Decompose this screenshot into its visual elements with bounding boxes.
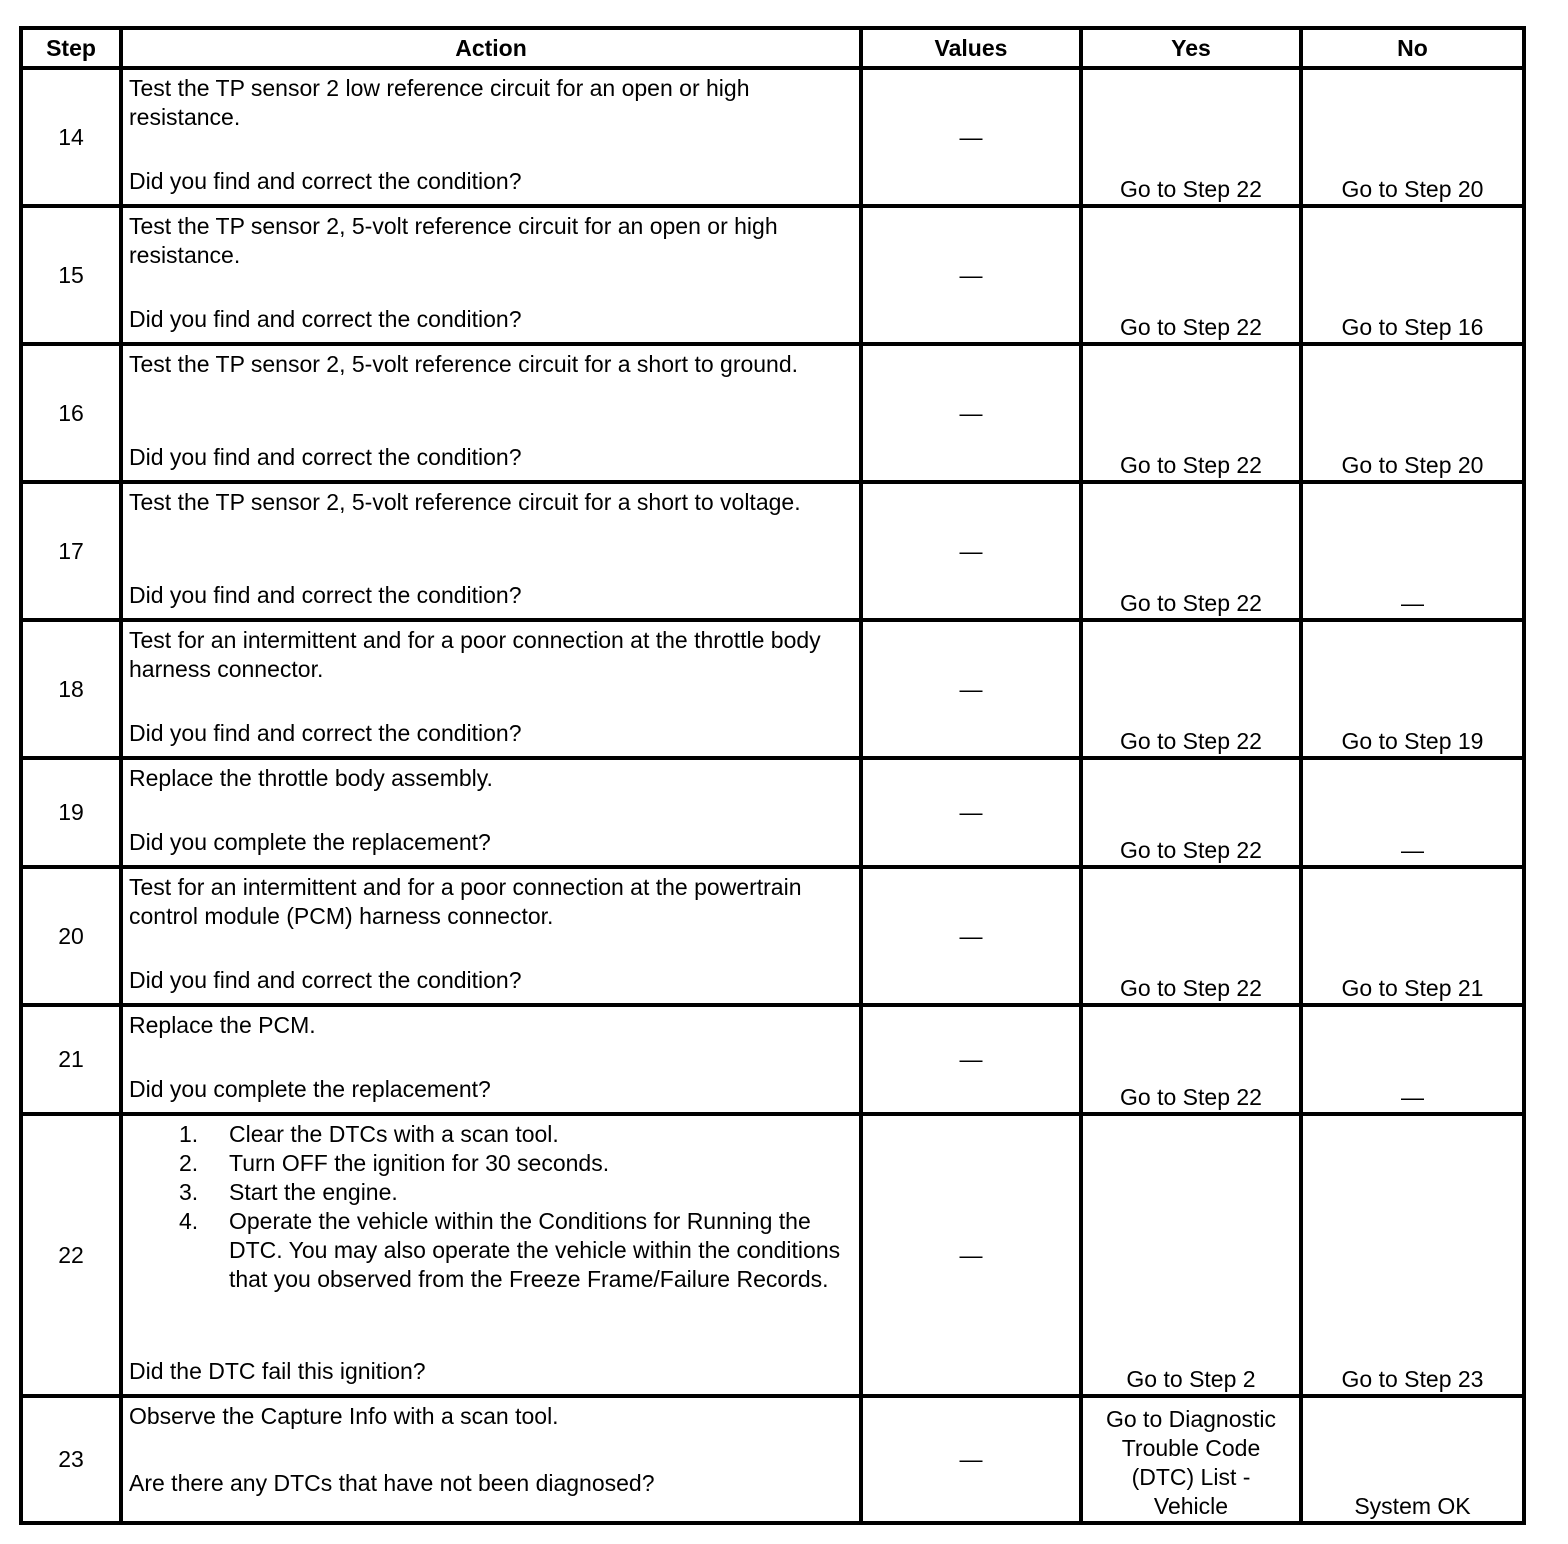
no-cell: Go to Step 20 xyxy=(1301,68,1524,206)
action-cell xyxy=(121,206,861,344)
list-item xyxy=(179,1120,853,1149)
yes-cell: Go to Step 22 xyxy=(1081,482,1301,620)
list-item xyxy=(179,1207,853,1294)
action-text: Test the TP sensor 2, 5-volt reference circuit for a short to voltage. xyxy=(129,489,801,515)
table-row xyxy=(21,344,1524,482)
header-action: Action xyxy=(121,28,861,68)
values-cell: — xyxy=(861,1005,1081,1114)
yes-cell: Go to Step 2 xyxy=(1081,1114,1301,1396)
action-question: Did you complete the replacement? xyxy=(129,1076,491,1102)
no-cell: Go to Step 19 xyxy=(1301,620,1524,758)
action-question: Did you complete the replacement? xyxy=(129,829,491,855)
values-cell: — xyxy=(861,68,1081,206)
table-row xyxy=(21,1114,1524,1396)
action-question: Did you find and correct the condition? xyxy=(129,967,522,993)
step-number: 15 xyxy=(21,206,121,344)
header-row xyxy=(21,28,1524,68)
action-text: Replace the throttle body assembly. xyxy=(129,765,493,791)
list-number: 1. xyxy=(179,1121,199,1147)
action-text: Test for an intermittent and for a poor connection at the throttle body harness connector. xyxy=(129,627,821,682)
yes-cell: Go to Step 22 xyxy=(1081,620,1301,758)
table-row xyxy=(21,867,1524,1005)
no-cell: Go to Step 20 xyxy=(1301,344,1524,482)
action-cell xyxy=(121,482,861,620)
step-number: 14 xyxy=(21,68,121,206)
action-cell xyxy=(121,1396,861,1523)
step-number: 23 xyxy=(21,1396,121,1523)
table-row xyxy=(21,758,1524,867)
step-number: 20 xyxy=(21,867,121,1005)
list-text: Start the engine. xyxy=(229,1179,398,1205)
values-cell: — xyxy=(861,1114,1081,1396)
list-text: Clear the DTCs with a scan tool. xyxy=(229,1121,559,1147)
yes-cell: Go to Diagnostic Trouble Code (DTC) List - Vehicle xyxy=(1081,1396,1301,1523)
action-cell xyxy=(121,867,861,1005)
header-yes: Yes xyxy=(1081,28,1301,68)
action-cell xyxy=(121,1005,861,1114)
header-step: Step xyxy=(21,28,121,68)
list-item xyxy=(179,1178,853,1207)
action-text: Observe the Capture Info with a scan tool. xyxy=(129,1403,559,1429)
action-cell xyxy=(121,344,861,482)
yes-cell: Go to Step 22 xyxy=(1081,206,1301,344)
table-row xyxy=(21,620,1524,758)
table-row xyxy=(21,68,1524,206)
list-number: 3. xyxy=(179,1179,199,1205)
action-cell xyxy=(121,68,861,206)
step-number: 19 xyxy=(21,758,121,867)
action-text: Replace the PCM. xyxy=(129,1012,316,1038)
list-item xyxy=(179,1149,853,1178)
action-question: Are there any DTCs that have not been diagnosed? xyxy=(129,1470,655,1496)
action-cell xyxy=(121,758,861,867)
yes-cell: Go to Step 22 xyxy=(1081,1005,1301,1114)
values-cell: — xyxy=(861,344,1081,482)
step-number: 17 xyxy=(21,482,121,620)
action-question: Did you find and correct the condition? xyxy=(129,444,522,470)
list-number: 2. xyxy=(179,1150,199,1176)
action-text: Test the TP sensor 2, 5-volt reference circuit for a short to ground. xyxy=(129,351,799,377)
action-text: Test for an intermittent and for a poor connection at the powertrain control module (PCM) harness connector. xyxy=(129,874,802,929)
yes-cell: Go to Step 22 xyxy=(1081,344,1301,482)
no-cell: Go to Step 23 xyxy=(1301,1114,1524,1396)
list-number: 4. xyxy=(179,1208,199,1234)
action-question: Did you find and correct the condition? xyxy=(129,306,522,332)
action-text: Test the TP sensor 2, 5-volt reference circuit for an open or high resistance. xyxy=(129,213,778,268)
action-cell xyxy=(121,1114,861,1396)
values-cell: — xyxy=(861,206,1081,344)
yes-cell: Go to Step 22 xyxy=(1081,758,1301,867)
no-cell: System OK xyxy=(1301,1396,1524,1523)
list-text: Operate the vehicle within the Conditions for Running the DTC. You may also operate the vehicle within the conditions that you observed from the Freeze Frame/Failure Records. xyxy=(229,1208,841,1292)
values-cell: — xyxy=(861,758,1081,867)
no-cell: — xyxy=(1301,1005,1524,1114)
step-number: 21 xyxy=(21,1005,121,1114)
action-question: Did you find and correct the condition? xyxy=(129,168,522,194)
action-question: Did you find and correct the condition? xyxy=(129,720,522,746)
action-question: Did you find and correct the condition? xyxy=(129,582,522,608)
values-cell: — xyxy=(861,867,1081,1005)
values-cell: — xyxy=(861,1396,1081,1523)
action-text: Test the TP sensor 2 low reference circuit for an open or high resistance. xyxy=(129,75,750,130)
step-number: 22 xyxy=(21,1114,121,1396)
header-no: No xyxy=(1301,28,1524,68)
yes-cell: Go to Step 22 xyxy=(1081,867,1301,1005)
procedure-list xyxy=(129,1120,853,1294)
yes-cell: Go to Step 22 xyxy=(1081,68,1301,206)
step-number: 16 xyxy=(21,344,121,482)
header-values: Values xyxy=(861,28,1081,68)
diagnostic-table xyxy=(19,26,1526,1525)
action-question: Did the DTC fail this ignition? xyxy=(129,1358,426,1384)
list-text: Turn OFF the ignition for 30 seconds. xyxy=(229,1150,610,1176)
action-cell xyxy=(121,620,861,758)
step-number: 18 xyxy=(21,620,121,758)
table-row xyxy=(21,1005,1524,1114)
no-cell: Go to Step 21 xyxy=(1301,867,1524,1005)
no-cell: Go to Step 16 xyxy=(1301,206,1524,344)
values-cell: — xyxy=(861,482,1081,620)
table-row xyxy=(21,1396,1524,1523)
no-cell: — xyxy=(1301,482,1524,620)
values-cell: — xyxy=(861,620,1081,758)
no-cell: — xyxy=(1301,758,1524,867)
table-row xyxy=(21,482,1524,620)
table-row xyxy=(21,206,1524,344)
